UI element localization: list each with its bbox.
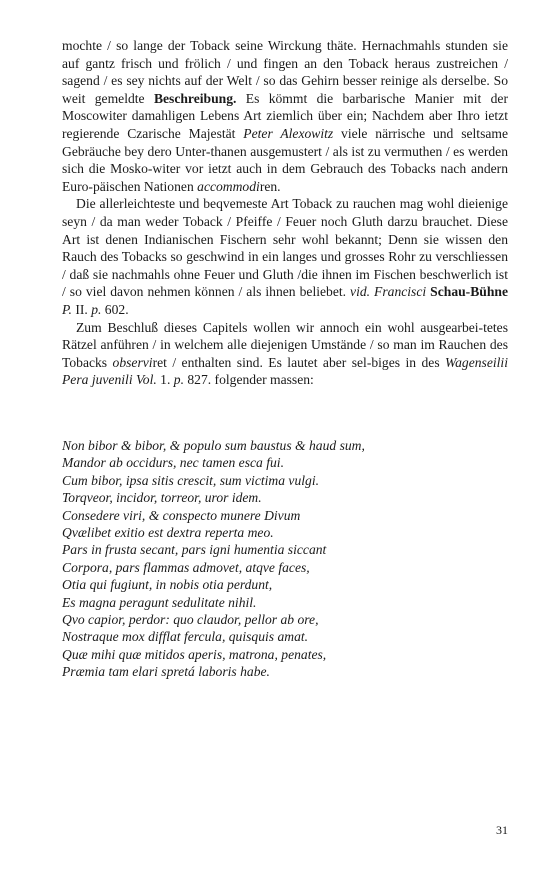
verse-line: Es magna peragunt sedulitate nihil. — [62, 594, 257, 610]
verse-line: Qvo capior, perdor: quo claudor, pellor ab ore, — [62, 612, 319, 628]
text-run: viele närrische und seltsame Gebräuche bey dero Unter-thanen ausgemustert / als ist zu vermuthen / es werden sich die Mosko-witer vor ietzt auch in dem Gebrauch des Tobacks nach andern Euro-päischen Nationen — [62, 125, 509, 194]
verse-line: Non bibor & bibor, & populo sum baustus & haud sum, — [62, 438, 365, 453]
italic-text: p. — [173, 372, 184, 388]
verse-line: Quæ mihi quæ mitidos aperis, matrona, penates, — [62, 646, 327, 662]
italic-text: Wagenseilii Pera juvenili Vol. — [62, 354, 508, 388]
italic-text: observi — [112, 354, 153, 370]
italic-text: vid. Francisci — [350, 284, 427, 300]
verse-line: Nostraque mox difflat fercula, quisquis amat. — [62, 629, 309, 645]
text-run: mochte / so lange der Toback seine Wirckung thäte. Hernachmahls stunden sie auf gantz frisch und frölich / und fingen an den Toback heraus zustreichen / sagend / es sey nichts auf der Welt / so das Gehirn besser reinige als derselbe. So weit gemeldte — [62, 38, 508, 106]
verse-line: Cum bibor, ipsa sitis crescit, sum victima vulgi. — [62, 472, 320, 488]
text-run: II. — [71, 301, 92, 317]
italic-text: P. — [62, 301, 72, 317]
verse-line: Præmia tam elari spretá laboris habe. — [62, 664, 270, 680]
italic-text: accommodi — [197, 178, 260, 194]
verse-line: Qvælibet exitio est dextra reperta meo. — [62, 525, 274, 541]
verse-line: Mandor ab occidurs, nec tamen esca fui. — [62, 455, 284, 471]
verse-line: Otia qui fugiunt, in nobis otia perdunt, — [62, 577, 273, 593]
text-run: ren. — [259, 178, 281, 194]
verse-line: Consedere viri, & conspecto munere Divum — [62, 507, 301, 523]
paragraph-3 — [62, 319, 508, 389]
text-run: Es kömmt die barbarische Manier mit der Moscowiter damahligen Lebens Art ziemlich über ein; Nachdem aber Ihro ietzt regierende Czarische Majestät — [62, 90, 508, 141]
latin-riddle-verse — [62, 437, 508, 681]
prose-body — [62, 37, 508, 389]
text-run: ret / enthalten sind. Es lautet aber sel-biges in des — [152, 354, 446, 370]
bold-text: Schau-Bühne — [430, 284, 508, 300]
page-number: 31 — [496, 823, 508, 837]
text-run: 1. — [156, 372, 174, 388]
text-run: 602. — [101, 301, 129, 317]
text-run: Die allerleichteste und beqvemeste Art Toback zu rauchen mag wohl dieienige seyn / da man weder Toback / Pfeiffe / Feuer noch Gluth darzu brauchet. Diese Art ist denen Indianischen Fischern sehr wohl bekannt; Denn sie wissen den Rauch des Tobacks so geschwind in ein langes und grosses Rohr zu verschliessen / daß sie nachmahls ohne Feuer und Gluth /die ihnen im Fischen beschwerlich ist / so viel davon nehmen können / als ihnen beliebet. — [62, 196, 508, 300]
paragraph-1 — [62, 37, 508, 195]
verse-line: Pars in frusta secant, pars igni humentia siccant — [62, 542, 327, 558]
text-run: 827. folgender massen: — [183, 372, 314, 388]
verse-line: Torqveor, incidor, torreor, uror idem. — [62, 490, 262, 506]
text-run: Zum Beschluß dieses Capitels wollen wir annoch ein wohl ausgearbei-tetes Rätzel anführen / in welchem alle diejenigen Umstände / so man im Rauchen des Tobacks — [62, 319, 508, 370]
italic-text: Peter Alexowitz — [243, 125, 334, 141]
paragraph-2 — [62, 195, 508, 318]
verse-line: Corpora, pars flammas admovet, atqve faces, — [62, 559, 310, 575]
italic-text: p. — [91, 301, 102, 317]
bold-text: Beschreibung. — [153, 90, 237, 106]
